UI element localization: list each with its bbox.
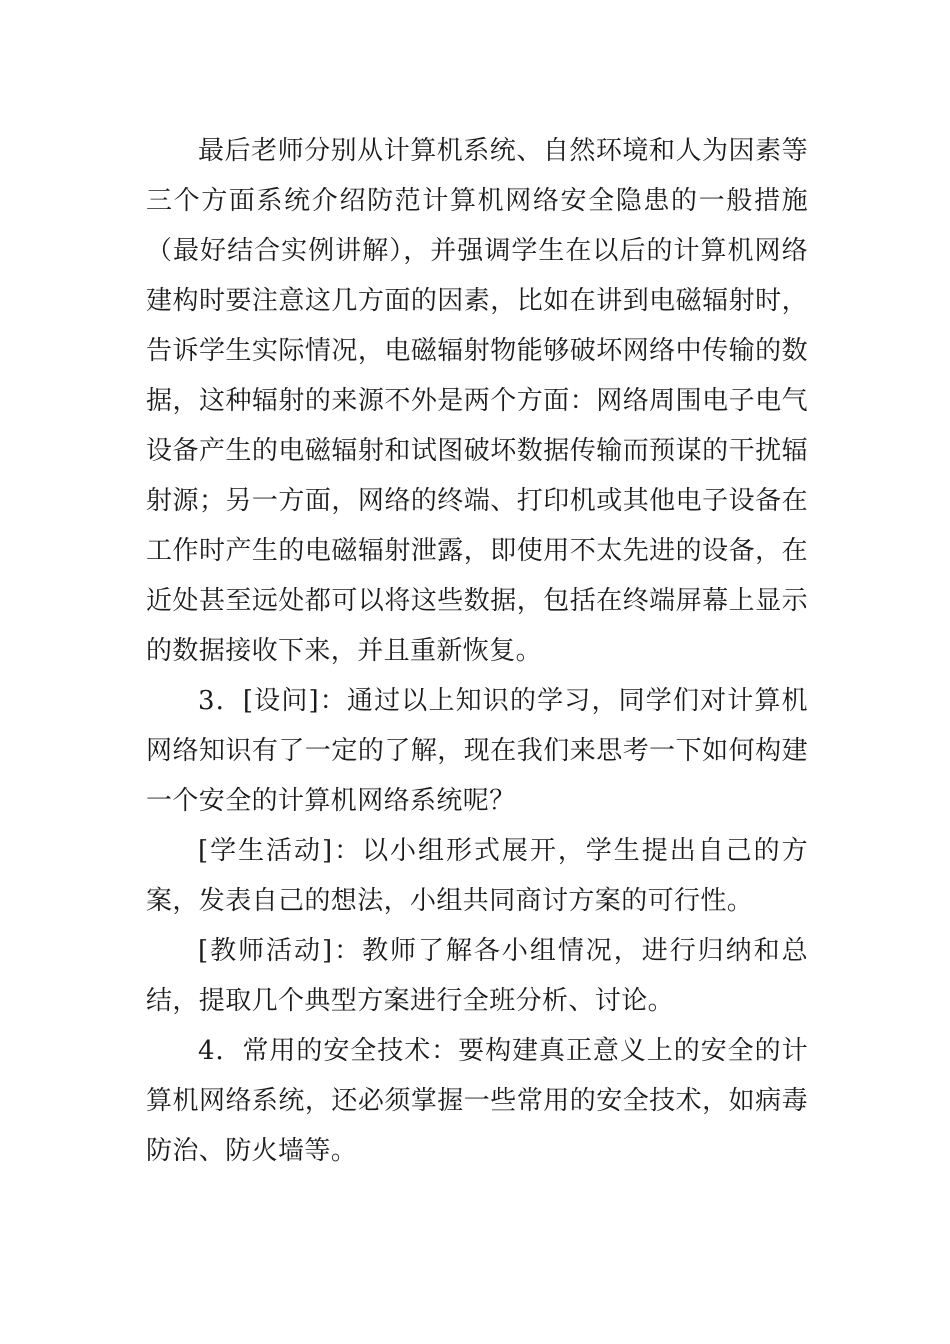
paragraph-question: 3．[设问]：通过以上知识的学习，同学们对计算机网络知识有了一定的了解，现在我们来思考一下如何构建一个安全的计算机网络系统呢？ <box>146 686 808 816</box>
paragraph-security-measures: 最后老师分别从计算机系统、自然环境和人为因素等三个方面系统介绍防范计算机网络安全隐患的一般措施（最好结合实例讲解），并强调学生在以后的计算机网络建构时要注意这几方面的因素，比如在讲到电磁辐射时，告诉学生实际情况，电磁辐射物能够破坏网络中传输的数据，这种辐射的来源不外是两个方面：网络周围电子电气设备产生的电磁辐射和试图破坏数据传输而预谋的干扰辐射源；另一方面，网络的终端、打印机或其他电子设备在工作时产生的电磁辐射泄露，即使用不太先进的设备，在近处甚至远处都可以将这些数据，包括在终端屏幕上显示的数据接收下来，并且重新恢复。 <box>146 136 808 666</box>
document-body <box>146 126 808 1176</box>
paragraph-common-techniques: 4．常用的安全技术：要构建真正意义上的安全的计算机网络系统，还必须掌握一些常用的安全技术，如病毒防治、防火墙等。 <box>146 1036 808 1166</box>
paragraph-teacher-activity: [教师活动]：教师了解各小组情况，进行归纳和总结，提取几个典型方案进行全班分析、讨论。 <box>146 936 808 1016</box>
paragraph-student-activity: [学生活动]：以小组形式展开，学生提出自己的方案，发表自己的想法，小组共同商讨方案的可行性。 <box>146 836 808 916</box>
